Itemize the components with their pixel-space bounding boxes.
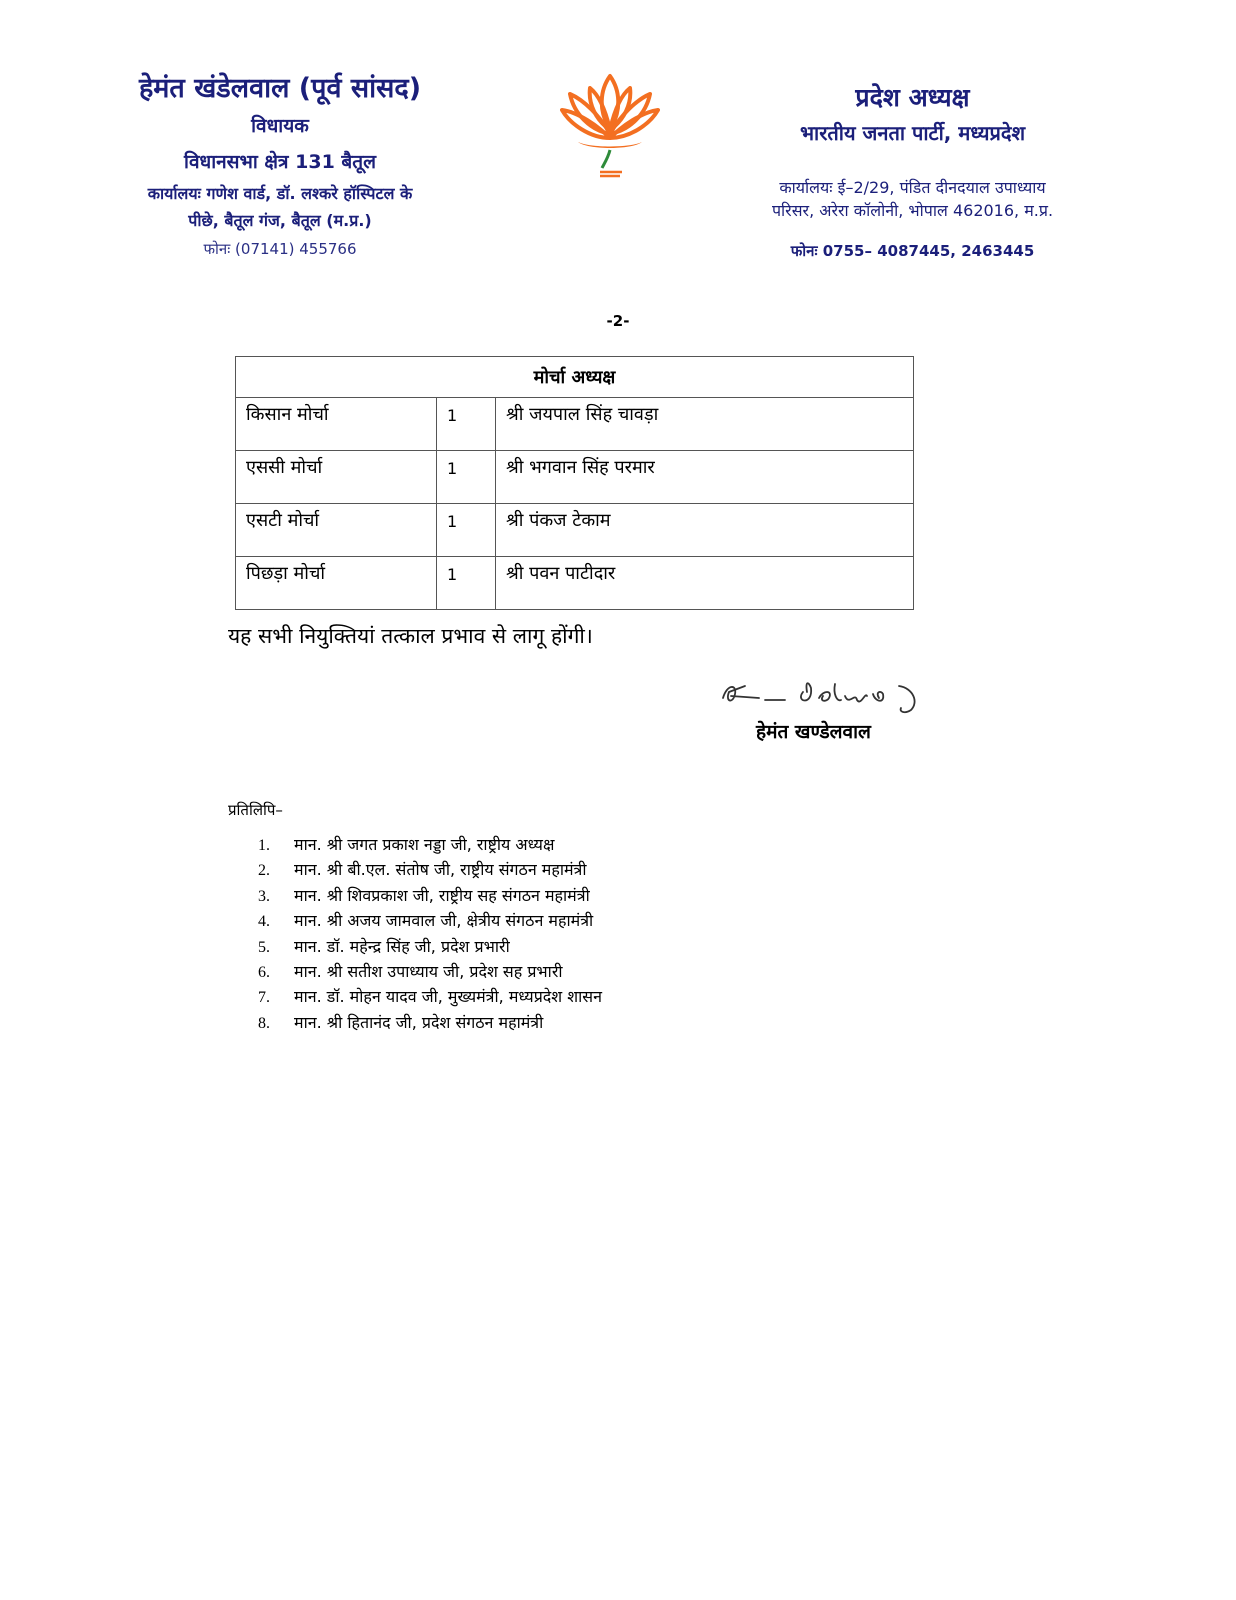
list-number: 3. <box>258 887 270 905</box>
left-letterhead <box>60 70 500 264</box>
count-cell: 1 <box>437 557 496 610</box>
list-number: 2. <box>258 862 270 880</box>
table-row <box>236 451 914 504</box>
sender-phone: फोनः (07141) 455766 <box>203 240 357 258</box>
list-number: 7. <box>258 989 270 1007</box>
lotus-logo-icon <box>560 68 660 180</box>
table-row <box>236 504 914 557</box>
morcha-cell: पिछड़ा मोर्चा <box>236 557 437 610</box>
count-cell: 1 <box>437 451 496 504</box>
list-text: मान. श्री जगत प्रकाश नड्डा जी, राष्ट्रीय अध्यक्ष <box>294 835 555 854</box>
list-text: मान. श्री शिवप्रकाश जी, राष्ट्रीय सह संगठन महामंत्री <box>294 885 590 905</box>
sender-address-line2: पीछे, बैतूल गंज, बैतूल (म.प्र.) <box>188 211 372 230</box>
morcha-cell: एसटी मोर्चा <box>236 504 437 557</box>
list-number: 8. <box>258 1014 270 1032</box>
president-cell: श्री पवन पाटीदार <box>496 557 914 610</box>
list-number: 1. <box>258 837 270 854</box>
count-cell: 1 <box>437 398 496 451</box>
president-cell: श्री पंकज टेकाम <box>496 504 914 557</box>
president-cell: श्री जयपाल सिंह चावड़ा <box>496 398 914 451</box>
list-item <box>258 832 602 857</box>
list-number: 5. <box>258 938 270 956</box>
list-item <box>258 908 602 933</box>
morcha-cell: एससी मोर्चा <box>236 451 437 504</box>
sender-constituency: विधानसभा क्षेत्र 131 बैतूल <box>184 151 376 173</box>
count-cell: 1 <box>437 504 496 557</box>
office-address-line1: कार्यालयः ई–2/29, पंडित दीनदयाल उपाध्याय <box>779 178 1046 197</box>
notice-text: यह सभी नियुक्तियां तत्काल प्रभाव से लागू होंगी। <box>228 624 593 648</box>
president-cell: श्री भगवान सिंह परमार <box>496 451 914 504</box>
list-item <box>258 984 602 1009</box>
list-text: मान. श्री बी.एल. संतोष जी, राष्ट्रीय संगठन महामंत्री <box>294 860 587 880</box>
list-item <box>258 934 602 959</box>
list-text: मान. श्री सतीश उपाध्याय जी, प्रदेश सह प्रभारी <box>294 961 563 981</box>
list-text: मान. श्री हितानंद जी, प्रदेश संगठन महामंत्री <box>294 1012 544 1032</box>
copy-to-label: प्रतिलिपि– <box>228 801 283 819</box>
signature-image <box>715 672 975 720</box>
party-name: भारतीय जनता पार्टी, मध्यप्रदेश <box>799 121 1026 145</box>
table-row <box>236 398 914 451</box>
sender-name: हेमंत खंडेलवाल (पूर्व सांसद) <box>138 73 422 104</box>
sender-address-line1: कार्यालयः गणेश वार्ड, डॉ. लश्करे हॉस्पिटल के <box>147 184 413 203</box>
list-number: 4. <box>258 913 270 931</box>
list-text: मान. श्री अजय जामवाल जी, क्षेत्रीय संगठन महामंत्री <box>294 911 594 931</box>
list-number: 6. <box>258 963 270 981</box>
office-phone: फोनः 0755– 4087445, 2463445 <box>790 242 1035 260</box>
list-item <box>258 857 602 882</box>
right-letterhead <box>715 80 1110 266</box>
copy-to-list <box>258 832 602 1035</box>
table-row <box>236 557 914 610</box>
list-item <box>258 883 602 908</box>
table-header-row <box>236 357 914 398</box>
morcha-cell: किसान मोर्चा <box>236 398 437 451</box>
office-post: प्रदेश अध्यक्ष <box>855 83 970 112</box>
list-item <box>258 1010 602 1035</box>
list-item <box>258 959 602 984</box>
table-heading: मोर्चा अध्यक्ष <box>236 357 914 398</box>
list-text: मान. डॉ. मोहन यादव जी, मुख्यमंत्री, मध्यप्रदेश शासन <box>294 987 602 1007</box>
signatory-name: हेमंत खण्डेलवाल <box>756 721 871 743</box>
list-text: मान. डॉ. महेन्द्र सिंह जी, प्रदेश प्रभारी <box>294 936 510 956</box>
page-number: -2- <box>606 312 630 330</box>
morcha-table <box>235 356 914 610</box>
office-address-line2: परिसर, अरेरा कॉलोनी, भोपाल 462016, म.प्र. <box>771 201 1054 220</box>
sender-designation: विधायक <box>251 115 309 137</box>
